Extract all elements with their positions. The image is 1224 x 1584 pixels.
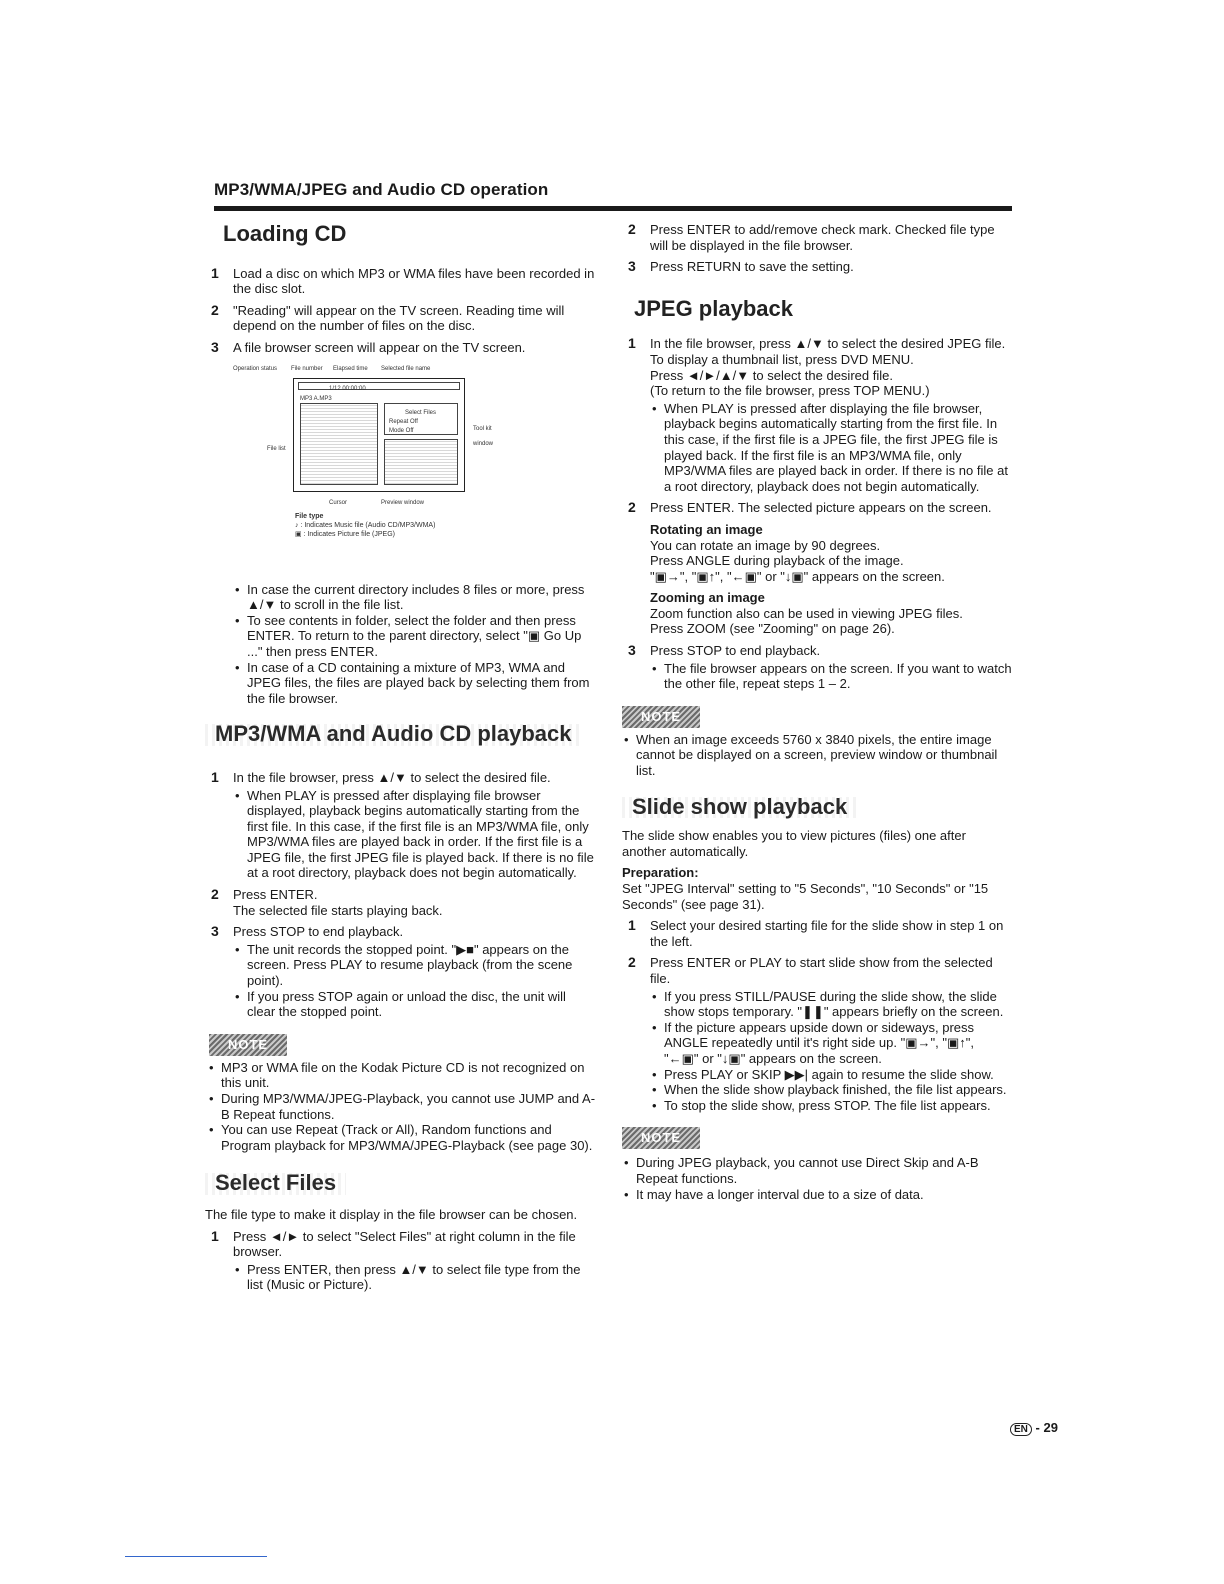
select-step-1-text: Press ◄/► to select "Select Files" at right column in the file browser. [233,1228,576,1260]
jpeg-note-badge: NOTE [622,706,700,728]
slide-step-2-bullet-1: • If you press STILL/PAUSE during the slide show, the slide show stops temporary. "❚❚" appears briefly on the screen. [650,989,1012,1020]
language-badge: EN [1010,1423,1032,1436]
slide-step-2-bullet-2: • If the picture appears upside down or sideways, press ANGLE repeatedly until it's right side up. "▣→", "▣↑", "←▣" or "↓▣" appears on the screen. [650,1020,1012,1067]
mp3-step-2: 2 Press ENTER. The selected file starts playing back. [205,887,597,918]
zooming-line-1: Zoom function also can be used in viewing JPEG files. [650,605,963,621]
mp3-note-badge: NOTE [209,1034,287,1056]
slide-step-2: 2 Press ENTER or PLAY to start slide show from the selected file. • If you press STILL/PAUSE during the slide show, the slide show stops temporary. "❚❚" appears briefly on the screen. • If the picture appears upside down or sideways, press ANGLE repeatedly until it's right side up. "▣→", "▣↑", "←▣" or "↓▣" appears on the screen. • Press PLAY or SKIP ▶▶| again to resume the slide show. • When the slide show playback finished, the file list appears. • To stop the slide show, press STOP. The file list appears. [622,955,1012,1113]
select-step-2-text: Press ENTER to add/remove check mark. Checked file type will be displayed in the file browser. [650,222,995,253]
loading-step-1: 1 Load a disc on which MP3 or WMA files have been recorded in the disc slot. [205,266,597,297]
jpeg-playback-heading: JPEG playback [634,295,793,321]
select-step-1: 1 Press ◄/► to select "Select Files" at right column in the file browser. • Press ENTER, then press ▲/▼ to select file type from the list (Music or Picture). [205,1229,597,1293]
tv-screen-illustration [293,378,465,492]
slide-step-2-text: Press ENTER or PLAY to start slide show from the selected file. [650,955,993,986]
bottom-divider [125,1556,267,1557]
mp3-step-2-text: Press ENTER. [233,887,318,903]
mp3-note-1: • MP3 or WMA file on the Kodak Picture CD is not recognized on this unit. [207,1060,597,1091]
preparation-title: Preparation: [622,865,699,881]
select-files-intro: The file type to make it display in the file browser can be chosen. [205,1206,578,1222]
slide-note-badge: NOTE [622,1127,700,1149]
mp3-step-3-text: Press STOP to end playback. [233,924,404,940]
jpeg-step-1-line-3: Press ◄/►/▲/▼ to select the desired file. [650,367,893,383]
right-column [622,222,1012,1202]
jpeg-step-1-line-1: In the file browser, press ▲/▼ to select the desired JPEG file. [650,336,1006,352]
select-step-3-text: Press RETURN to save the setting. [650,259,854,275]
rotating-line-1: You can rotate an image by 90 degrees. [650,537,881,553]
header-rule [214,206,1012,211]
legend-music-text: : Indicates Music file (Audio CD/MP3/WMA) [300,521,436,529]
menu-mode: Mode Off [389,427,414,434]
slide-step-2-bullet-3: • Press PLAY or SKIP ▶▶| again to resume the slide show. [650,1067,1012,1083]
label-preview-window: Preview window [381,499,425,506]
mp3-step-3-bullet-1: • The unit records the stopped point. "▶■" appears on the screen. Press PLAY to resume playback (from the scene point). [233,942,597,989]
select-step-2: 2 Press ENTER to add/remove check mark. Checked file type will be displayed in the file browser. [622,222,1012,253]
legend-picture-row [295,530,435,539]
loading-step-1-text: Load a disc on which MP3 or WMA files have been recorded in the disc slot. [233,265,595,297]
jpeg-step-2: 2 Press ENTER. The selected picture appears on the screen. Rotating an image You can rotate an image by 90 degrees. Press ANGLE during playback of the image. "▣→", "▣↑", "←▣" or "↓▣" appears on the screen. Zooming an image Zoom function also can be used in viewing JPEG files. Press ZOOM (see "Zooming" on page 26). [622,500,1012,637]
slide-step-2-bullet-4: • When the slide show playback finished, the file list appears. [650,1082,1012,1098]
label-tool-kit-window: Tool kit window [473,425,494,448]
jpeg-step-3-bullet: • The file browser appears on the screen. If you want to watch the other file, repeat steps 1 – 2. [650,661,1012,692]
mp3-step-1-text: In the file browser, press ▲/▼ to select the desired file. [233,769,551,785]
label-operation-status: Operation status [233,365,278,372]
slide-step-1-text: Select your desired starting file for the slide show in step 1 on the left. [650,918,1004,949]
slide-notes [622,1155,1012,1202]
page-number-text: - 29 [1035,1420,1058,1435]
picture-icon: ▣ [295,530,302,538]
jpeg-note-1: • When an image exceeds 5760 x 3840 pixels, the entire image cannot be displayed on a screen, preview window or thumbnail list. [622,732,1012,779]
jpeg-step-1-line-4: (To return to the file browser, press TOP MENU.) [650,383,930,399]
loading-bullet-1: • In case the current directory includes 8 files or more, press ▲/▼ to scroll in the file list. [233,582,597,613]
filename-text: MP3 A.MP3 [300,395,332,402]
mp3-step-3: 3 Press STOP to end playback. • The unit records the stopped point. "▶■" appears on the screen. Press PLAY to resume playback (from the scene point). • If you press STOP again or unload the disc, the unit will clear the stopped point. [205,924,597,1020]
mp3-notes [207,1060,597,1154]
mp3-step-3-bullet-2: • If you press STOP again or unload the disc, the unit will clear the stopped point. [233,989,597,1020]
jpeg-step-1: 1 In the file browser, press ▲/▼ to select the desired JPEG file. To display a thumbnail list, press DVD MENU. Press ◄/►/▲/▼ to select the desired file. (To return to the file browser, press TOP MENU.) • When PLAY is pressed after displaying the file browser, playback begins automatically starting from the first file. In this case, if the first file is a JPEG file, the first JPEG file is played back. If the first file is an MP3/WMA file, only MP3/WMA files are played back in order. If there is no file at a root directory, playback does not begin automatically. [622,336,1012,494]
mp3-note-2: • During MP3/WMA/JPEG-Playback, you cannot use JUMP and A-B Repeat functions. [207,1091,597,1122]
jpeg-step-3: 3 Press STOP to end playback. • The file browser appears on the screen. If you want to watch the other file, repeat steps 1 – 2. [622,643,1012,692]
label-elapsed-time: Elapsed time [333,365,368,372]
select-files-heading: Select Files [205,1173,346,1195]
label-file-list: File list [267,445,286,452]
select-step-1-bullet: • Press ENTER, then press ▲/▼ to select file type from the list (Music or Picture). [233,1262,597,1293]
slide-step-2-bullet-5: • To stop the slide show, press STOP. The file list appears. [650,1098,1012,1114]
jpeg-step-1-bullet: • When PLAY is pressed after displaying the file browser, playback begins automatically starting from the first file. In this case, if the first file is a JPEG file, the first JPEG file is played back. If the first file is an MP3/WMA file, only MP3/WMA files are played back in order. If there is no file at a root directory, playback does not begin automatically. [650,401,1012,495]
status-text: 1/12 00:00:00 [329,385,366,392]
loading-step-3-text: A file browser screen will appear on the TV screen. [233,339,526,355]
filename-bar [298,392,460,402]
preparation-text: Set "JPEG Interval" setting to "5 Seconds", "10 Seconds" or "15 Seconds" (see page 31). [622,881,989,912]
mp3-step-2-detail: The selected file starts playing back. [233,902,443,918]
label-file-number: File number [291,365,323,372]
jpeg-step-2-text: Press ENTER. The selected picture appears on the screen. [650,500,992,516]
select-step-3: 3 Press RETURN to save the setting. [622,259,1012,275]
preview-window-pane [384,439,458,485]
left-column [205,222,597,1299]
menu-select-files: Select Files [405,409,437,416]
loading-step-2-text: "Reading" will appear on the TV screen. Reading time will depend on the number of files on the disc. [233,302,565,334]
slide-note-2: • It may have a longer interval due to a size of data. [622,1187,1012,1203]
loading-bullet-3: • In case of a CD containing a mixture of MP3, WMA and JPEG files, the files are played back by selecting them from the file browser. [233,660,597,707]
loading-bullets [233,582,597,707]
file-browser-diagram [233,362,597,572]
legend-title: File type [295,512,324,520]
zooming-line-2: Press ZOOM (see "Zooming" on page 26). [650,621,895,637]
loading-cd-heading: Loading CD [223,221,347,246]
loading-bullet-2: • To see contents in folder, select the folder and then press ENTER. To return to the parent directory, select "▣ Go Up ..." then press ENTER. [233,613,597,660]
rotating-line-2: Press ANGLE during playback of the image. [650,553,904,569]
slide-show-intro: The slide show enables you to view pictures (files) one after another automatically. [622,828,966,859]
file-list-pane [300,403,378,485]
rotating-line-3: "▣→", "▣↑", "←▣" or "↓▣" appears on the screen. [650,568,945,584]
loading-step-2: 2 "Reading" will appear on the TV screen. Reading time will depend on the number of files on the disc. [205,303,597,334]
tool-kit-pane [384,403,458,435]
music-note-icon: ♪ [295,521,299,529]
page-header-title: MP3/WMA/JPEG and Audio CD operation [214,180,549,199]
status-bar [298,382,460,390]
slide-note-1: • During JPEG playback, you cannot use Direct Skip and A-B Repeat functions. [622,1155,1012,1186]
slide-show-heading: Slide show playback [622,797,857,819]
mp3-step-1: 1 In the file browser, press ▲/▼ to select the desired file. • When PLAY is pressed after displaying file browser displayed, playback begins automatically starting from the first file. In this case, if the first file is an MP3/WMA file, only MP3/WMA files are played back in order. If the first file is a JPEG file, the first JPEG file is played back. If there is no file at a root directory, playback does not begin automatically. [205,770,597,881]
label-cursor: Cursor [329,499,348,506]
legend-picture-text: : Indicates Picture file (JPEG) [303,530,395,538]
label-selected-file-name: Selected file name [381,365,431,372]
menu-repeat: Repeat Off [389,418,418,425]
slide-step-1: 1 Select your desired starting file for the slide show in step 1 on the left. [622,918,1012,949]
zooming-title: Zooming an image [650,590,765,606]
loading-step-3: 3 A file browser screen will appear on the TV screen. [205,340,597,356]
mp3-note-3: • You can use Repeat (Track or All), Random functions and Program playback for MP3/WMA/JPEG-Playback (see page 30). [207,1122,597,1153]
page-number [1010,1420,1058,1436]
mp3-step-1-bullet: • When PLAY is pressed after displaying file browser displayed, playback begins automatically starting from the first file. In this case, if the first file is an MP3/WMA file, only MP3/WMA files are played back in order. If the first file is a JPEG file, the first JPEG file is played back. If there is no file at a root directory, playback does not begin automatically. [233,788,597,882]
file-type-legend [295,512,435,539]
jpeg-step-1-line-2: To display a thumbnail list, press DVD MENU. [650,351,914,367]
jpeg-step-3-text: Press STOP to end playback. [650,643,821,659]
mp3-playback-heading: MP3/WMA and Audio CD playback [205,724,582,746]
rotating-title: Rotating an image [650,521,763,537]
jpeg-notes [622,732,1012,779]
legend-music-row [295,521,435,530]
